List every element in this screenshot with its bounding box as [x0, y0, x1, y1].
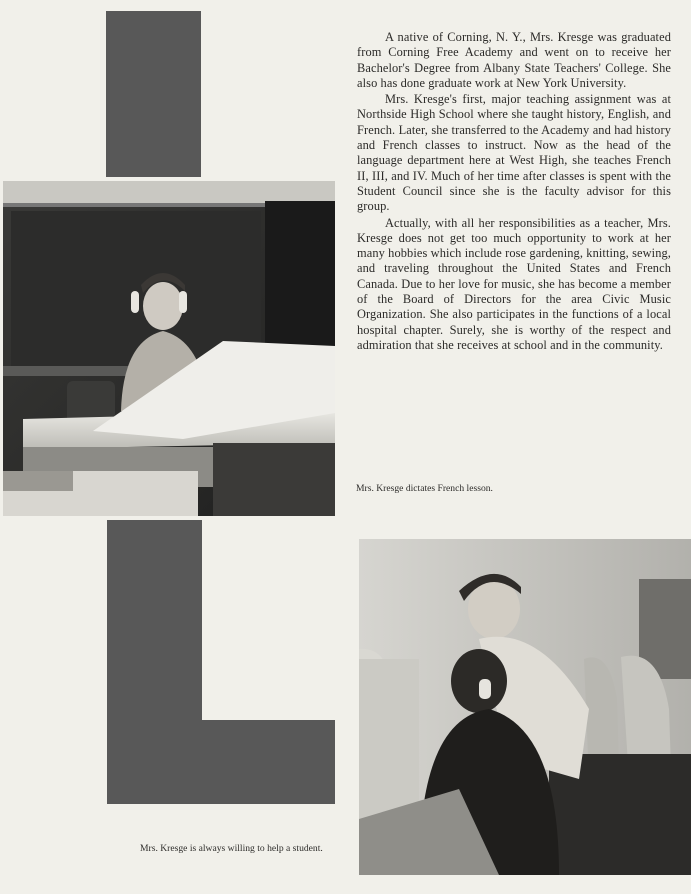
article-paragraph: A native of Corning, N. Y., Mrs. Kresge was graduated from Corning Free Academy and went on to receive her Bachelor's Degree from Albany State Teachers' College. She also has done graduate work at New York University. — [357, 30, 671, 90]
caption-dictates: Mrs. Kresge dictates French lesson. — [356, 483, 493, 494]
photo-teacher-at-desk — [3, 181, 335, 516]
letter-l-horizontal — [107, 720, 335, 804]
article-body — [357, 30, 671, 354]
photo-teacher-helping-student — [359, 539, 691, 875]
article-paragraph: Mrs. Kresge's first, major teaching assignment was at Northside High School where she taught history, English, and French. Later, she transferred to the Academy and had history and French classes to instruct. Now as the head of the language department here at West High, she teaches French II, III, and IV. Much of her time after classes is spent with the Student Council since she is the faculty advisor for this group. — [357, 92, 671, 214]
caption-helping: Mrs. Kresge is always willing to help a student. — [140, 843, 323, 854]
article-paragraph: Actually, with all her responsibilities as a teacher, Mrs. Kresge does not get too much opportunity to work at her many hobbies which include rose gardening, knitting, sewing, and traveling throughout the United States and French Canada. Due to her love for music, she has become a member of the Board of Directors for the area Civic Music Organization. She also participates in the functions of a local hospital chapter. Surely, she is worthy of the respect and admiration that she receives at school and in the community. — [357, 215, 671, 352]
decorative-block-top — [106, 11, 201, 177]
